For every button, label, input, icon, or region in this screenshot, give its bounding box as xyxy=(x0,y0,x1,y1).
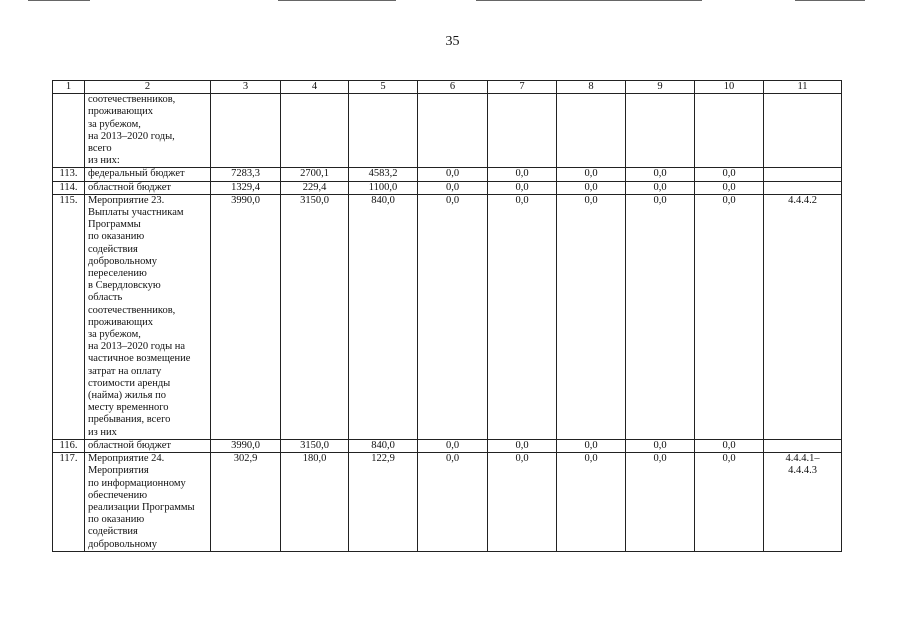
row-number-cell: 113. xyxy=(53,168,85,181)
budget-table xyxy=(52,80,842,552)
value-cell: 0,0 xyxy=(626,453,695,552)
value-cell xyxy=(349,94,418,168)
value-cell: 2700,1 xyxy=(281,168,349,181)
column-header: 6 xyxy=(418,81,488,94)
value-cell: 0,0 xyxy=(626,439,695,452)
value-cell: 0,0 xyxy=(418,168,488,181)
row-number-cell: 116. xyxy=(53,439,85,452)
value-cell: 180,0 xyxy=(281,453,349,552)
reference-cell: 4.4.4.2 xyxy=(764,194,842,439)
column-header: 4 xyxy=(281,81,349,94)
row-number-cell: 115. xyxy=(53,194,85,439)
value-cell: 0,0 xyxy=(557,168,626,181)
value-cell xyxy=(626,94,695,168)
row-name-cell: соотечественников, проживающих за рубежом, на 2013–2020 годы, всего из них: xyxy=(85,94,211,168)
value-cell: 302,9 xyxy=(211,453,281,552)
value-cell: 0,0 xyxy=(418,439,488,452)
value-cell: 4583,2 xyxy=(349,168,418,181)
value-cell: 3990,0 xyxy=(211,439,281,452)
value-cell: 1329,4 xyxy=(211,181,281,194)
row-name-cell: федеральный бюджет xyxy=(85,168,211,181)
value-cell xyxy=(488,94,557,168)
value-cell: 0,0 xyxy=(695,181,764,194)
column-header-row xyxy=(53,81,842,94)
value-cell: 0,0 xyxy=(488,194,557,439)
top-rule-mid-left xyxy=(278,0,396,1)
value-cell xyxy=(211,94,281,168)
value-cell: 0,0 xyxy=(626,194,695,439)
row-name-cell: областной бюджет xyxy=(85,181,211,194)
value-cell: 3150,0 xyxy=(281,194,349,439)
reference-cell: 4.4.4.1– 4.4.4.3 xyxy=(764,453,842,552)
value-cell: 0,0 xyxy=(626,168,695,181)
value-cell: 0,0 xyxy=(695,453,764,552)
column-header: 8 xyxy=(557,81,626,94)
value-cell: 0,0 xyxy=(418,194,488,439)
column-header: 5 xyxy=(349,81,418,94)
column-header: 1 xyxy=(53,81,85,94)
reference-cell xyxy=(764,94,842,168)
value-cell: 0,0 xyxy=(557,453,626,552)
table-row xyxy=(53,181,842,194)
top-rule-right xyxy=(795,0,865,1)
value-cell xyxy=(695,94,764,168)
value-cell: 840,0 xyxy=(349,439,418,452)
column-header: 3 xyxy=(211,81,281,94)
table-row xyxy=(53,168,842,181)
value-cell: 0,0 xyxy=(695,168,764,181)
value-cell: 229,4 xyxy=(281,181,349,194)
value-cell: 0,0 xyxy=(695,194,764,439)
table-row xyxy=(53,94,842,168)
row-name-cell: Мероприятие 23. Выплаты участникам Программы по оказанию содействия добровольному переселению в Свердловскую область соотечественников, проживающих за рубежом, на 2013–2020 годы на частичное возмещение затрат на оплату стоимости аренды (найма) жилья по месту временного пребывания, всего из них xyxy=(85,194,211,439)
value-cell: 0,0 xyxy=(418,181,488,194)
value-cell: 0,0 xyxy=(488,168,557,181)
value-cell: 0,0 xyxy=(488,439,557,452)
value-cell: 3150,0 xyxy=(281,439,349,452)
value-cell: 0,0 xyxy=(488,453,557,552)
table-row xyxy=(53,439,842,452)
table-body xyxy=(53,81,842,552)
value-cell: 0,0 xyxy=(488,181,557,194)
value-cell xyxy=(557,94,626,168)
reference-cell xyxy=(764,181,842,194)
row-number-cell: 117. xyxy=(53,453,85,552)
value-cell: 7283,3 xyxy=(211,168,281,181)
table-row xyxy=(53,194,842,439)
value-cell: 0,0 xyxy=(557,194,626,439)
column-header: 2 xyxy=(85,81,211,94)
value-cell: 0,0 xyxy=(418,453,488,552)
row-name-cell: областной бюджет xyxy=(85,439,211,452)
column-header: 7 xyxy=(488,81,557,94)
value-cell: 0,0 xyxy=(557,439,626,452)
value-cell: 0,0 xyxy=(626,181,695,194)
value-cell: 840,0 xyxy=(349,194,418,439)
row-number-cell: 114. xyxy=(53,181,85,194)
row-name-cell: Мероприятие 24. Мероприятия по информационному обеспечению реализации Программы по оказанию содействия добровольному xyxy=(85,453,211,552)
value-cell: 1100,0 xyxy=(349,181,418,194)
value-cell: 3990,0 xyxy=(211,194,281,439)
column-header: 11 xyxy=(764,81,842,94)
value-cell xyxy=(281,94,349,168)
page-number: 35 xyxy=(445,34,460,49)
column-header: 10 xyxy=(695,81,764,94)
value-cell: 0,0 xyxy=(557,181,626,194)
reference-cell xyxy=(764,168,842,181)
row-number-cell xyxy=(53,94,85,168)
value-cell xyxy=(418,94,488,168)
table-row xyxy=(53,453,842,552)
column-header: 9 xyxy=(626,81,695,94)
value-cell: 122,9 xyxy=(349,453,418,552)
value-cell: 0,0 xyxy=(695,439,764,452)
top-rule-mid-right xyxy=(476,0,702,1)
top-rule-left xyxy=(28,0,90,1)
reference-cell xyxy=(764,439,842,452)
